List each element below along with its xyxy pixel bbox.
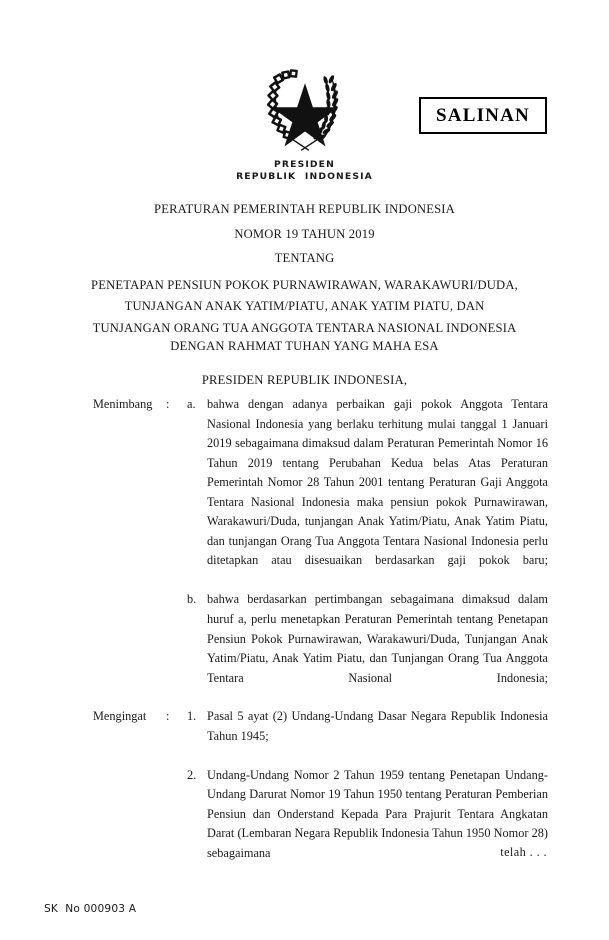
item-marker: 2. [187,767,197,782]
item-text: Pasal 5 ayat (2) Undang-Undang Dasar Negara Republik Indonesia Tahun 1945; [207,709,548,743]
considerations-items [187,395,548,708]
list-item [187,707,548,746]
list-item [187,395,548,590]
item-marker: a. [187,397,196,411]
title-subject-line2: TUNJANGAN ANAK YATIM/PIATU, ANAK YATIM PIATU, DAN [124,299,485,314]
item-text: bahwa dengan adanya perbaikan gaji pokok Anggota Tentara Nasional Indonesia yang berlaku terhitung mulai tanggal 1 Januari 2019 sebagaimana dimaksud dalam Peraturan Pemerintah Nomor 16 Tahun 2019 tentang Perubahan Kedua belas Atas Peraturan Pemerintah Nomor 28 Tahun 2001 tentang Peraturan Gaji Anggota Tentara Nasional Indonesia maka pensiun pokok Purnawirawan, Warakawuri/Duda, tunjangan Anak Yatim/Piatu, Anak Yatim Piatu, dan tunjangan Orang Tua Anggota Tentara Nasional Indonesia perlu ditetapkan atau disesuaikan berdasarkan gaji pokok baru; [207,397,548,568]
legal-basis-colon: : [166,709,170,723]
salinan-stamp [419,97,547,134]
considerations-row [93,395,548,708]
decree-invocation: DENGAN RAHMAT TUHAN YANG MAHA ESA [170,339,439,353]
considerations-section [93,395,548,708]
item-text: Undang-Undang Nomor 2 Tahun 1959 tentang Penetapan Undang-Undang Darurat Nomor 19 Tahun 1950 tentang Peraturan Pemberian Pensiun dan Onderstand Kepada Para Prajurit Tentara Angkatan Darat (Lembaran Negara Republik Indonesia Tahun 1950 Nomor 28) sebagaimana [207,767,548,860]
indonesian-presidential-emblem-icon [257,62,353,158]
legal-basis-label: Mengingat [93,709,147,723]
considerations-colon: : [166,397,170,411]
emblem-caption [0,159,609,184]
item-marker: 1. [187,709,197,723]
continuation-marker: telah . . . [500,845,547,859]
title-line-regulation: PERATURAN PEMERINTAH REPUBLIK INDONESIA [154,202,455,216]
decree-preamble [62,336,547,391]
title-subject-line3: TUNJANGAN ORANG TUA ANGGOTA TENTARA NASIONAL INDONESIA [92,320,517,335]
list-item [187,590,548,707]
document-title [62,199,547,340]
decree-authority: PRESIDEN REPUBLIK INDONESIA, [201,373,408,387]
title-line-number: NOMOR 19 TAHUN 2019 [234,226,375,241]
title-line-tentang: TENTANG [274,251,335,266]
considerations-label: Menimbang [93,397,153,411]
list-item [187,766,548,883]
title-subject-line1: PENETAPAN PENSIUN POKOK PURNAWIRAWAN, WARAKAWURI/DUDA, [91,277,518,292]
salinan-label: SALINAN [436,104,530,126]
emblem-caption-line1: PRESIDEN [274,159,335,170]
sk-number-footer: SK No 000903 A [44,903,137,915]
item-marker: b. [187,592,197,607]
emblem-caption-line2: REPUBLIK INDONESIA [236,171,373,183]
item-text: bahwa berdasarkan pertimbangan sebagaimana dimaksud dalam huruf a, perlu menetapkan Peraturan Pemerintah tentang Penetapan Pensiun Pokok Purnawirawan, Warakawuri/Duda, Tunjangan Anak Yatim/Piatu, Anak Yatim Piatu, dan Tunjangan Orang Tua Anggota Tentara Nasional Indonesia; [207,592,548,685]
